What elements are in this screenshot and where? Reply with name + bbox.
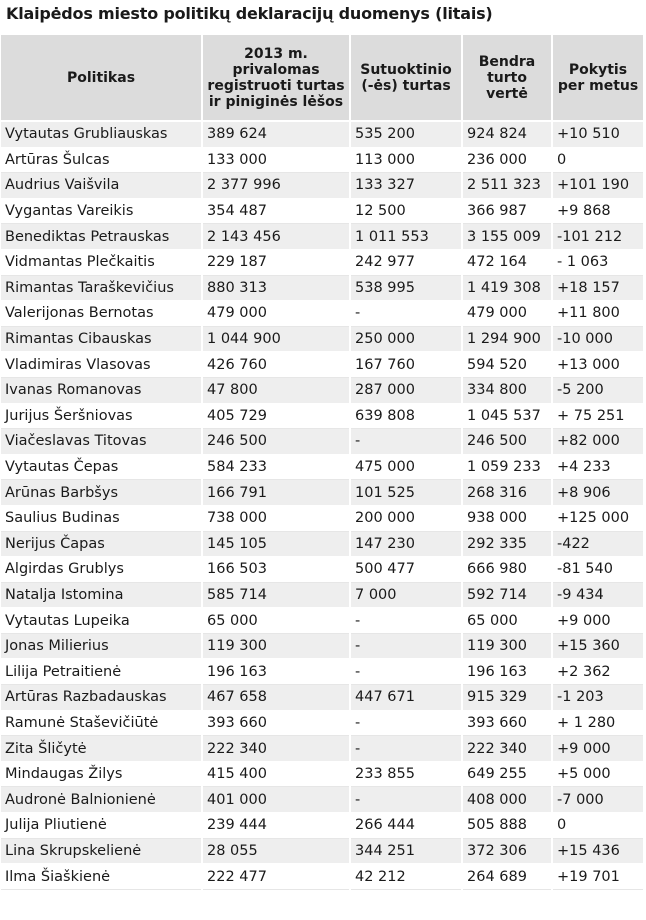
cell-spouse-assets: 200 000 [350, 505, 462, 531]
cell-total-value: 196 163 [462, 659, 552, 685]
cell-spouse-assets: 535 200 [350, 121, 462, 147]
cell-registered-assets: 229 187 [202, 249, 350, 275]
cell-spouse-assets: 287 000 [350, 377, 462, 403]
cell-spouse-assets: - [350, 301, 462, 327]
cell-spouse-assets: 233 855 [350, 761, 462, 787]
cell-registered-assets: 1 044 900 [202, 326, 350, 352]
table-row [1, 198, 643, 224]
cell-total-value: 222 340 [462, 736, 552, 762]
cell-total-value: 236 000 [462, 147, 552, 173]
cell-total-value: 2 511 323 [462, 173, 552, 199]
cell-total-value: 1 059 233 [462, 454, 552, 480]
cell-politician: Natalja Istomina [1, 582, 202, 608]
cell-yearly-change: +101 190 [552, 173, 643, 199]
table-row [1, 224, 643, 250]
cell-yearly-change: 0 [552, 813, 643, 839]
cell-total-value: 1 045 537 [462, 403, 552, 429]
table-row [1, 608, 643, 634]
cell-spouse-assets: - [350, 633, 462, 659]
cell-yearly-change: +13 000 [552, 352, 643, 378]
cell-total-value: 938 000 [462, 505, 552, 531]
cell-politician: Lilija Petraitienė [1, 659, 202, 685]
cell-yearly-change: -10 000 [552, 326, 643, 352]
cell-spouse-assets: - [350, 608, 462, 634]
cell-politician: Mindaugas Žilys [1, 761, 202, 787]
cell-total-value: 505 888 [462, 813, 552, 839]
cell-spouse-assets: 167 760 [350, 352, 462, 378]
cell-registered-assets: 467 658 [202, 685, 350, 711]
cell-registered-assets: 880 313 [202, 275, 350, 301]
cell-yearly-change: +4 233 [552, 454, 643, 480]
table-row [1, 633, 643, 659]
cell-registered-assets: 401 000 [202, 787, 350, 813]
table-row [1, 121, 643, 147]
declarations-table [1, 35, 643, 890]
cell-politician: Valerijonas Bernotas [1, 301, 202, 327]
cell-spouse-assets: 242 977 [350, 249, 462, 275]
table-row [1, 685, 643, 711]
cell-politician: Arūnas Barbšys [1, 480, 202, 506]
cell-total-value: 393 660 [462, 710, 552, 736]
table-row [1, 429, 643, 455]
cell-yearly-change: + 75 251 [552, 403, 643, 429]
table-title: Klaipėdos miesto politikų deklaracijų duomenys (litais) [6, 4, 493, 23]
cell-registered-assets: 2 377 996 [202, 173, 350, 199]
cell-yearly-change: 0 [552, 147, 643, 173]
cell-spouse-assets: 447 671 [350, 685, 462, 711]
cell-yearly-change: +125 000 [552, 505, 643, 531]
cell-registered-assets: 65 000 [202, 608, 350, 634]
table-row [1, 710, 643, 736]
cell-total-value: 472 164 [462, 249, 552, 275]
cell-spouse-assets: 639 808 [350, 403, 462, 429]
cell-politician: Vidmantas Plečkaitis [1, 249, 202, 275]
table-row [1, 301, 643, 327]
cell-yearly-change: -5 200 [552, 377, 643, 403]
cell-yearly-change: -7 000 [552, 787, 643, 813]
cell-total-value: 594 520 [462, 352, 552, 378]
table-row [1, 147, 643, 173]
cell-politician: Nerijus Čapas [1, 531, 202, 557]
table-row [1, 582, 643, 608]
table-row [1, 326, 643, 352]
cell-total-value: 408 000 [462, 787, 552, 813]
cell-politician: Vygantas Vareikis [1, 198, 202, 224]
cell-registered-assets: 119 300 [202, 633, 350, 659]
cell-total-value: 268 316 [462, 480, 552, 506]
cell-registered-assets: 426 760 [202, 352, 350, 378]
table-row [1, 787, 643, 813]
table-row [1, 480, 643, 506]
cell-total-value: 119 300 [462, 633, 552, 659]
cell-registered-assets: 393 660 [202, 710, 350, 736]
cell-politician: Julija Pliutienė [1, 813, 202, 839]
cell-spouse-assets: - [350, 429, 462, 455]
cell-spouse-assets: - [350, 659, 462, 685]
cell-registered-assets: 222 477 [202, 864, 350, 890]
cell-yearly-change: -1 203 [552, 685, 643, 711]
cell-spouse-assets: 7 000 [350, 582, 462, 608]
cell-yearly-change: +11 800 [552, 301, 643, 327]
table-row [1, 736, 643, 762]
cell-politician: Benediktas Petrauskas [1, 224, 202, 250]
table-row [1, 249, 643, 275]
cell-politician: Algirdas Grublys [1, 557, 202, 583]
table-row [1, 173, 643, 199]
cell-politician: Rimantas Cibauskas [1, 326, 202, 352]
cell-registered-assets: 196 163 [202, 659, 350, 685]
cell-registered-assets: 222 340 [202, 736, 350, 762]
cell-total-value: 1 419 308 [462, 275, 552, 301]
cell-registered-assets: 166 791 [202, 480, 350, 506]
cell-politician: Audrius Vaišvila [1, 173, 202, 199]
table-row [1, 864, 643, 890]
cell-yearly-change: +19 701 [552, 864, 643, 890]
cell-total-value: 366 987 [462, 198, 552, 224]
cell-spouse-assets: 101 525 [350, 480, 462, 506]
cell-registered-assets: 145 105 [202, 531, 350, 557]
column-header-spouse-assets: Sutuoktinio (-ės) turtas [350, 35, 462, 121]
table-row [1, 377, 643, 403]
cell-registered-assets: 239 444 [202, 813, 350, 839]
cell-registered-assets: 47 800 [202, 377, 350, 403]
cell-yearly-change: -81 540 [552, 557, 643, 583]
cell-yearly-change: - 1 063 [552, 249, 643, 275]
cell-total-value: 264 689 [462, 864, 552, 890]
cell-politician: Jonas Milierius [1, 633, 202, 659]
table-row [1, 454, 643, 480]
cell-spouse-assets: 12 500 [350, 198, 462, 224]
cell-registered-assets: 585 714 [202, 582, 350, 608]
cell-yearly-change: +2 362 [552, 659, 643, 685]
cell-politician: Rimantas Taraškevičius [1, 275, 202, 301]
cell-total-value: 1 294 900 [462, 326, 552, 352]
cell-spouse-assets: 147 230 [350, 531, 462, 557]
cell-spouse-assets: - [350, 736, 462, 762]
column-header-registered-assets: 2013 m. privalomas registruoti turtas ir piniginės lėšos [202, 35, 350, 121]
cell-total-value: 372 306 [462, 838, 552, 864]
cell-registered-assets: 389 624 [202, 121, 350, 147]
cell-yearly-change: -422 [552, 531, 643, 557]
cell-spouse-assets: - [350, 787, 462, 813]
cell-politician: Viačeslavas Titovas [1, 429, 202, 455]
cell-spouse-assets: - [350, 710, 462, 736]
column-header-total-value: Bendra turto vertė [462, 35, 552, 121]
cell-yearly-change: +8 906 [552, 480, 643, 506]
cell-yearly-change: -9 434 [552, 582, 643, 608]
cell-registered-assets: 246 500 [202, 429, 350, 455]
cell-spouse-assets: 42 212 [350, 864, 462, 890]
table-row [1, 531, 643, 557]
cell-politician: Zita Šličytė [1, 736, 202, 762]
cell-registered-assets: 415 400 [202, 761, 350, 787]
cell-total-value: 292 335 [462, 531, 552, 557]
table-row [1, 505, 643, 531]
table-body [1, 121, 643, 889]
cell-registered-assets: 584 233 [202, 454, 350, 480]
table-row [1, 275, 643, 301]
cell-politician: Ilma Šiaškienė [1, 864, 202, 890]
cell-politician: Vladimiras Vlasovas [1, 352, 202, 378]
cell-yearly-change: +9 868 [552, 198, 643, 224]
table-row [1, 838, 643, 864]
cell-registered-assets: 2 143 456 [202, 224, 350, 250]
cell-yearly-change: +5 000 [552, 761, 643, 787]
cell-spouse-assets: 344 251 [350, 838, 462, 864]
cell-politician: Vytautas Grubliauskas [1, 121, 202, 147]
table-row [1, 761, 643, 787]
cell-politician: Saulius Budinas [1, 505, 202, 531]
cell-registered-assets: 405 729 [202, 403, 350, 429]
table-row [1, 557, 643, 583]
cell-spouse-assets: 133 327 [350, 173, 462, 199]
cell-politician: Artūras Šulcas [1, 147, 202, 173]
cell-total-value: 649 255 [462, 761, 552, 787]
cell-yearly-change: +18 157 [552, 275, 643, 301]
cell-politician: Vytautas Lupeika [1, 608, 202, 634]
cell-total-value: 666 980 [462, 557, 552, 583]
column-header-yearly-change: Pokytis per metus [552, 35, 643, 121]
cell-total-value: 3 155 009 [462, 224, 552, 250]
cell-politician: Ivanas Romanovas [1, 377, 202, 403]
cell-yearly-change: +9 000 [552, 608, 643, 634]
cell-spouse-assets: 500 477 [350, 557, 462, 583]
cell-yearly-change: -101 212 [552, 224, 643, 250]
table-row [1, 403, 643, 429]
cell-yearly-change: +82 000 [552, 429, 643, 455]
cell-total-value: 65 000 [462, 608, 552, 634]
cell-politician: Ramunė Staševičiūtė [1, 710, 202, 736]
cell-spouse-assets: 250 000 [350, 326, 462, 352]
cell-yearly-change: + 1 280 [552, 710, 643, 736]
cell-total-value: 915 329 [462, 685, 552, 711]
cell-total-value: 334 800 [462, 377, 552, 403]
cell-politician: Vytautas Čepas [1, 454, 202, 480]
cell-politician: Jurijus Šeršniovas [1, 403, 202, 429]
table-row [1, 352, 643, 378]
table-row [1, 659, 643, 685]
column-header-politician: Politikas [1, 35, 202, 121]
cell-politician: Audronė Balnionienė [1, 787, 202, 813]
cell-registered-assets: 28 055 [202, 838, 350, 864]
cell-spouse-assets: 475 000 [350, 454, 462, 480]
cell-politician: Lina Skrupskelienė [1, 838, 202, 864]
cell-registered-assets: 133 000 [202, 147, 350, 173]
table-row [1, 813, 643, 839]
cell-spouse-assets: 1 011 553 [350, 224, 462, 250]
cell-total-value: 479 000 [462, 301, 552, 327]
cell-spouse-assets: 266 444 [350, 813, 462, 839]
cell-spouse-assets: 538 995 [350, 275, 462, 301]
cell-spouse-assets: 113 000 [350, 147, 462, 173]
header-row [1, 35, 643, 121]
cell-registered-assets: 354 487 [202, 198, 350, 224]
cell-yearly-change: +9 000 [552, 736, 643, 762]
cell-registered-assets: 479 000 [202, 301, 350, 327]
cell-total-value: 924 824 [462, 121, 552, 147]
cell-yearly-change: +15 360 [552, 633, 643, 659]
cell-total-value: 592 714 [462, 582, 552, 608]
cell-politician: Artūras Razbadauskas [1, 685, 202, 711]
cell-registered-assets: 166 503 [202, 557, 350, 583]
cell-registered-assets: 738 000 [202, 505, 350, 531]
cell-total-value: 246 500 [462, 429, 552, 455]
cell-yearly-change: +10 510 [552, 121, 643, 147]
cell-yearly-change: +15 436 [552, 838, 643, 864]
